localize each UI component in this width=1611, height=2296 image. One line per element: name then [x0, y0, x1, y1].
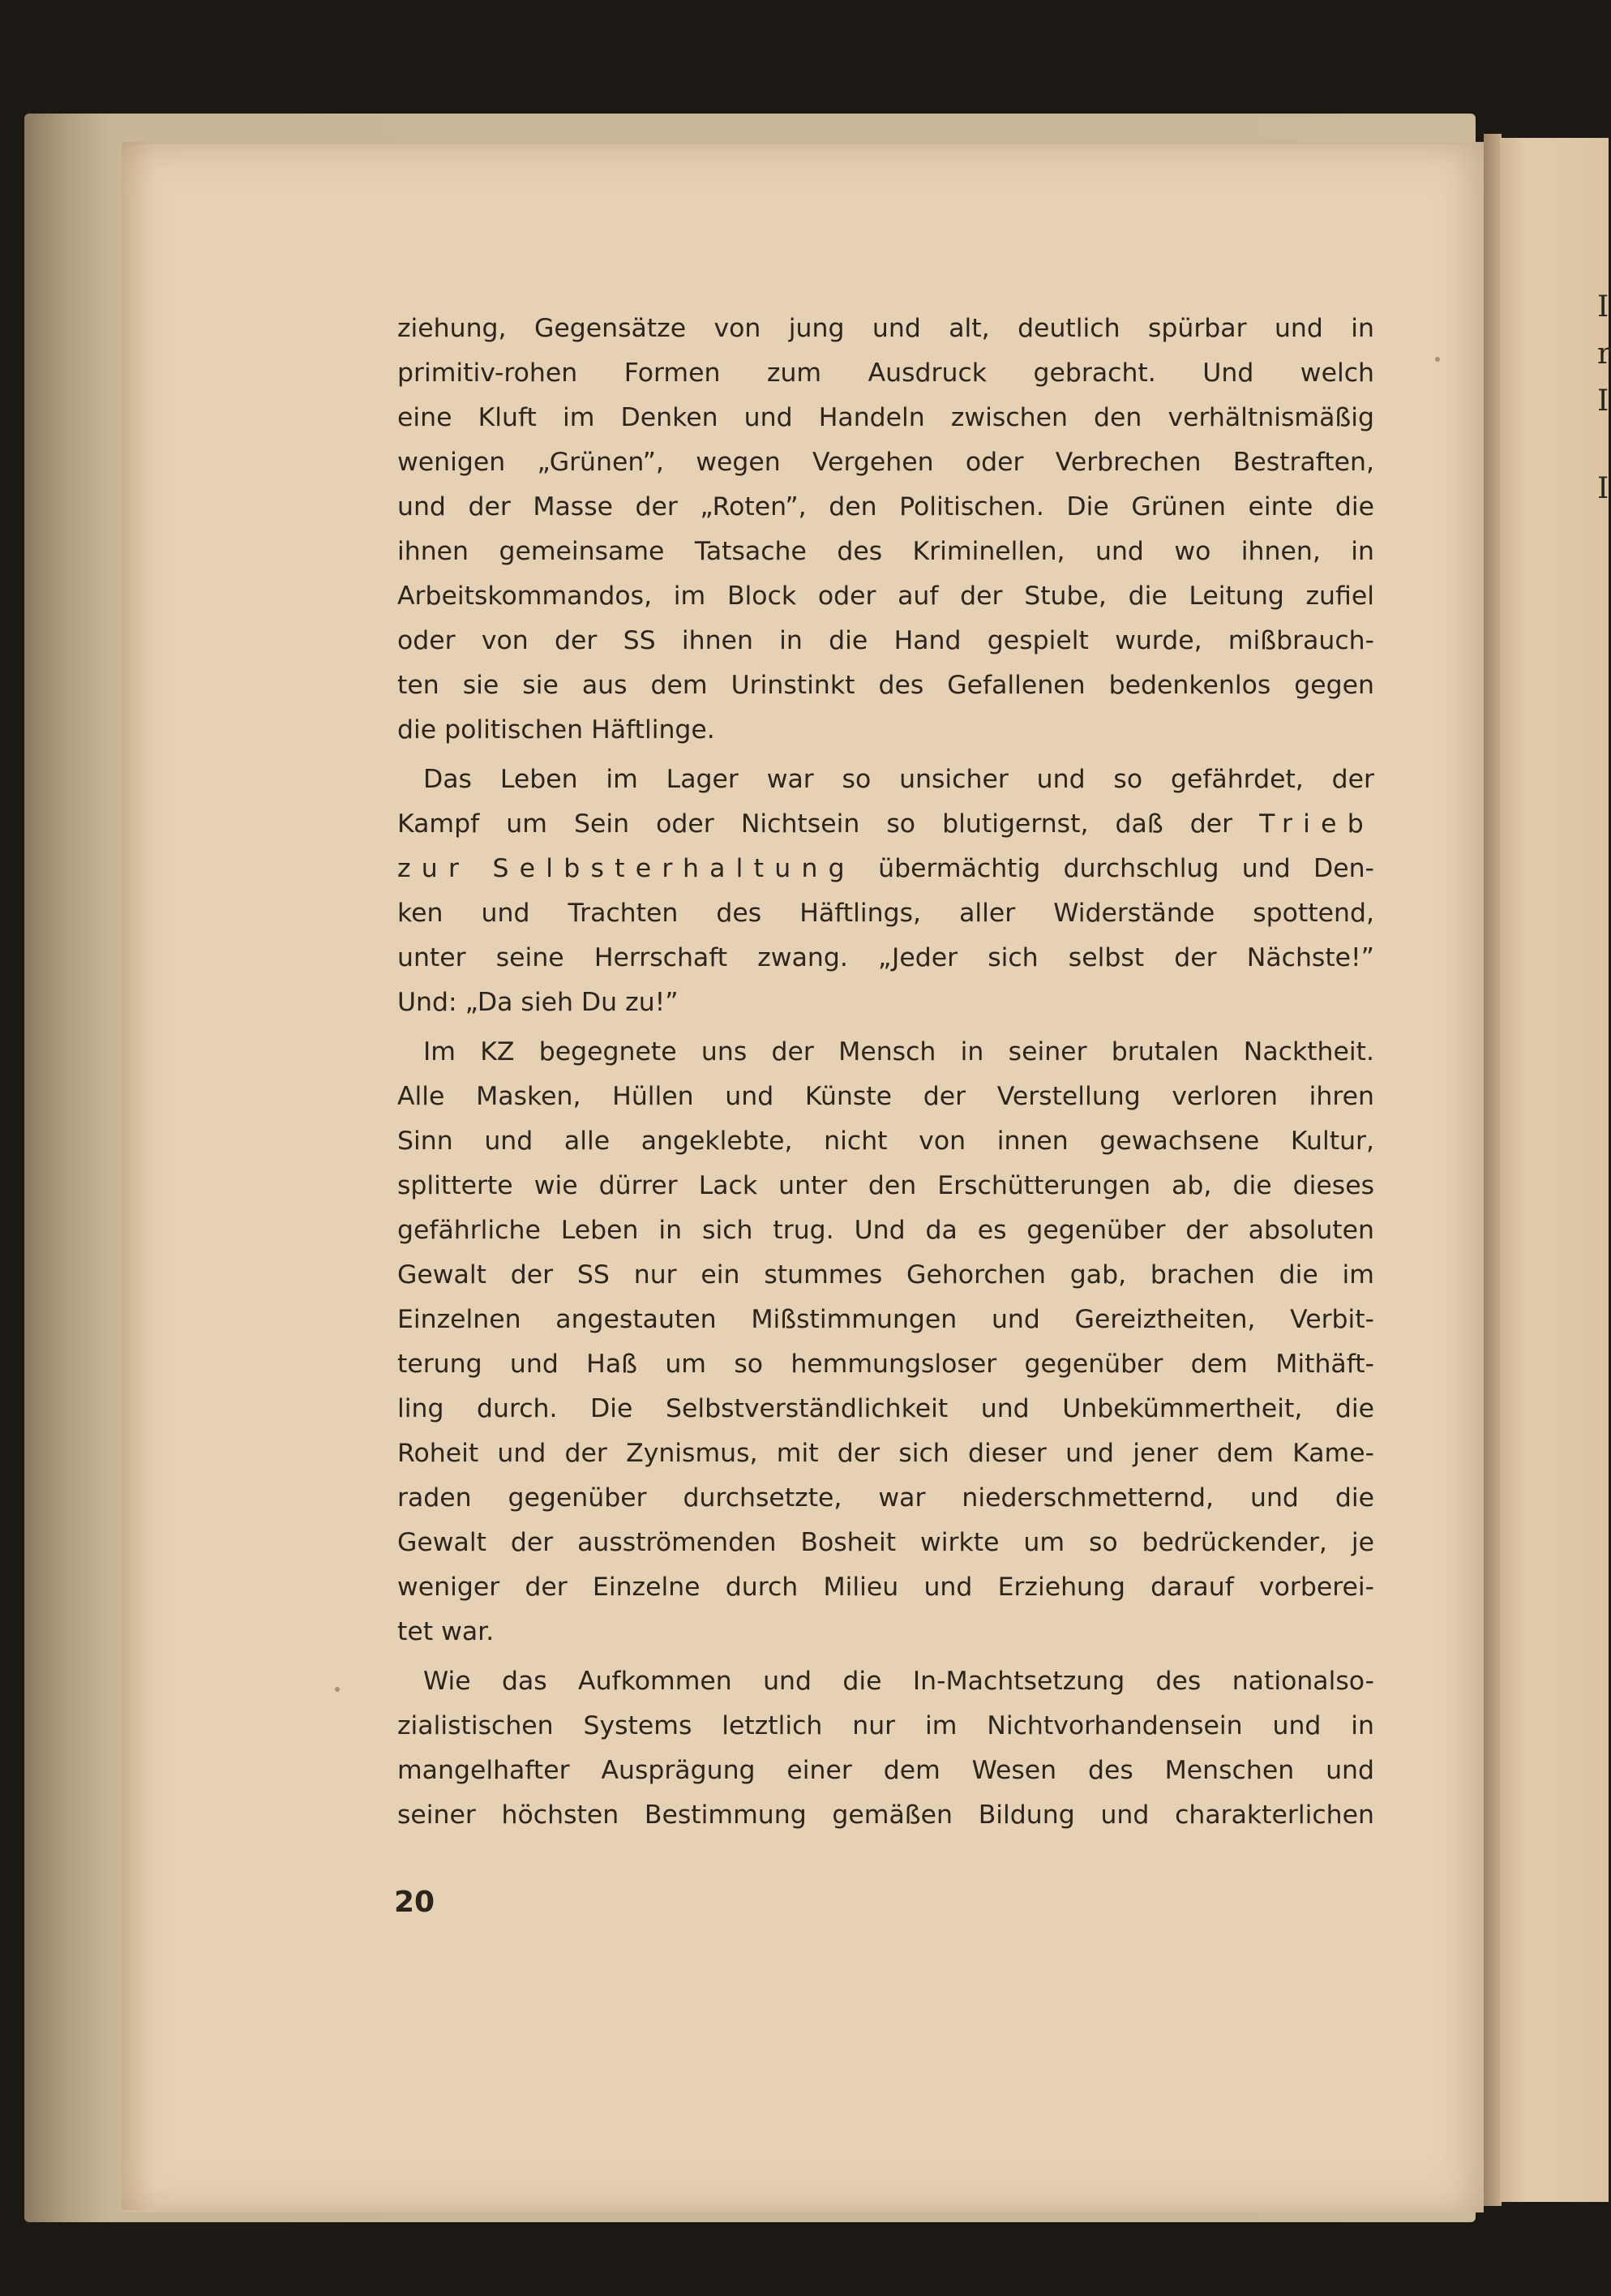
text-line: ken und Trachten des Häftlings, aller Widerstände spottend, [397, 899, 1374, 928]
page-number: 20 [394, 1886, 435, 1919]
facing-fragment: I [1597, 472, 1609, 505]
text-line: seiner höchsten Bestimmung gemäßen Bildung und charakterlichen [397, 1800, 1374, 1830]
text-line: ten sie sie aus dem Urinstinkt des Gefallenen bedenkenlos gegen [397, 671, 1374, 700]
paragraph-2 [397, 757, 1374, 1025]
text-line: Das Leben im Lager war so unsicher und so gefährdet, der [423, 765, 1374, 794]
text-line: zur Selbsterhaltung übermächtig durchschlug und Den- [397, 854, 1374, 883]
paragraph-1 [397, 307, 1374, 753]
text-line: Sinn und alle angeklebte, nicht von innen gewachsene Kultur, [397, 1127, 1374, 1156]
spaced-emphasis: Trieb [1259, 809, 1374, 839]
text-line: Einzelnen angestauten Mißstimmungen und Gereiztheiten, Verbit- [397, 1305, 1374, 1334]
text-line: primitiv-rohen Formen zum Ausdruck gebracht. Und welch [397, 358, 1374, 388]
text-line: gefährliche Leben in sich trug. Und da es gegenüber der absoluten [397, 1216, 1374, 1245]
text-line: Und: „Da sieh Du zu!” [397, 988, 679, 1017]
spaced-emphasis: Selbsterhaltung [492, 854, 855, 883]
text-line: Gewalt der ausströmenden Bosheit wirkte um so bedrückender, je [397, 1528, 1374, 1557]
text-line: Wie das Aufkommen und die In-Machtsetzung des nationalso- [423, 1667, 1374, 1696]
text-line: ling durch. Die Selbstverständlichkeit und Unbekümmertheit, die [397, 1394, 1374, 1423]
paragraph-3 [397, 1030, 1374, 1654]
facing-fragment: I [1597, 384, 1609, 418]
facing-page-text-fragments [1597, 284, 1611, 513]
body-text [397, 307, 1374, 1838]
text-line: splitterte wie dürrer Lack unter den Erschütterungen ab, die dieses [397, 1171, 1374, 1200]
paper-speck [1435, 357, 1440, 362]
text-line: tet war. [397, 1617, 495, 1646]
text-line [397, 802, 1374, 847]
text-line: oder von der SS ihnen in die Hand gespielt wurde, mißbrauch- [397, 626, 1374, 655]
text-line: terung und Haß um so hemmungsloser gegenüber dem Mithäft- [397, 1350, 1374, 1379]
text-line: zialistischen Systems letztlich nur im Nichtvorhandensein und in [397, 1711, 1374, 1740]
text-line: Roheit und der Zynismus, mit der sich dieser und jener dem Kame- [397, 1439, 1374, 1468]
facing-page [1500, 138, 1609, 2202]
facing-fragment: r [1597, 337, 1611, 371]
text-line: weniger der Einzelne durch Milieu und Erziehung darauf vorberei- [397, 1573, 1374, 1602]
text-line: Arbeitskommandos, im Block oder auf der Stube, die Leitung zufiel [397, 582, 1374, 611]
text-line: Im KZ begegnete uns der Mensch in seiner brutalen Nacktheit. [423, 1037, 1374, 1066]
paragraph-4 [397, 1659, 1374, 1838]
text-line: eine Kluft im Denken und Handeln zwischen den verhältnismäßig [397, 403, 1374, 432]
paper-speck [335, 1687, 340, 1692]
text-line: mangelhafter Ausprägung einer dem Wesen des Menschen und [397, 1756, 1374, 1785]
text-line: ihnen gemeinsame Tatsache des Kriminellen, und wo ihnen, in [397, 537, 1374, 566]
text-line: und der Masse der „Roten”, den Politischen. Die Grünen einte die [397, 492, 1374, 521]
text-line: unter seine Herrschaft zwang. „Jeder sich selbst der Nächste!” [397, 943, 1374, 972]
text-line: Alle Masken, Hüllen und Künste der Verstellung verloren ihren [397, 1082, 1374, 1111]
facing-fragment: I [1597, 290, 1609, 324]
text-line: ziehung, Gegensätze von jung und alt, deutlich spürbar und in [397, 314, 1374, 343]
text-line: die politischen Häftlinge. [397, 715, 715, 745]
text-line: wenigen „Grünen”, wegen Vergehen oder Verbrechen Bestraften, [397, 448, 1374, 477]
text-line-body: Kampf um Sein oder Nichtsein so blutigernst, daß der [397, 809, 1260, 839]
facing-page-gutter [1484, 134, 1502, 2206]
spaced-emphasis-zur: zur [397, 854, 470, 883]
text-line: raden gegenüber durchsetzte, war niederschmetternd, und die [397, 1483, 1374, 1513]
page-gutter-shadow [122, 142, 154, 2210]
text-line: Gewalt der SS nur ein stummes Gehorchen gab, brachen die im [397, 1260, 1374, 1290]
